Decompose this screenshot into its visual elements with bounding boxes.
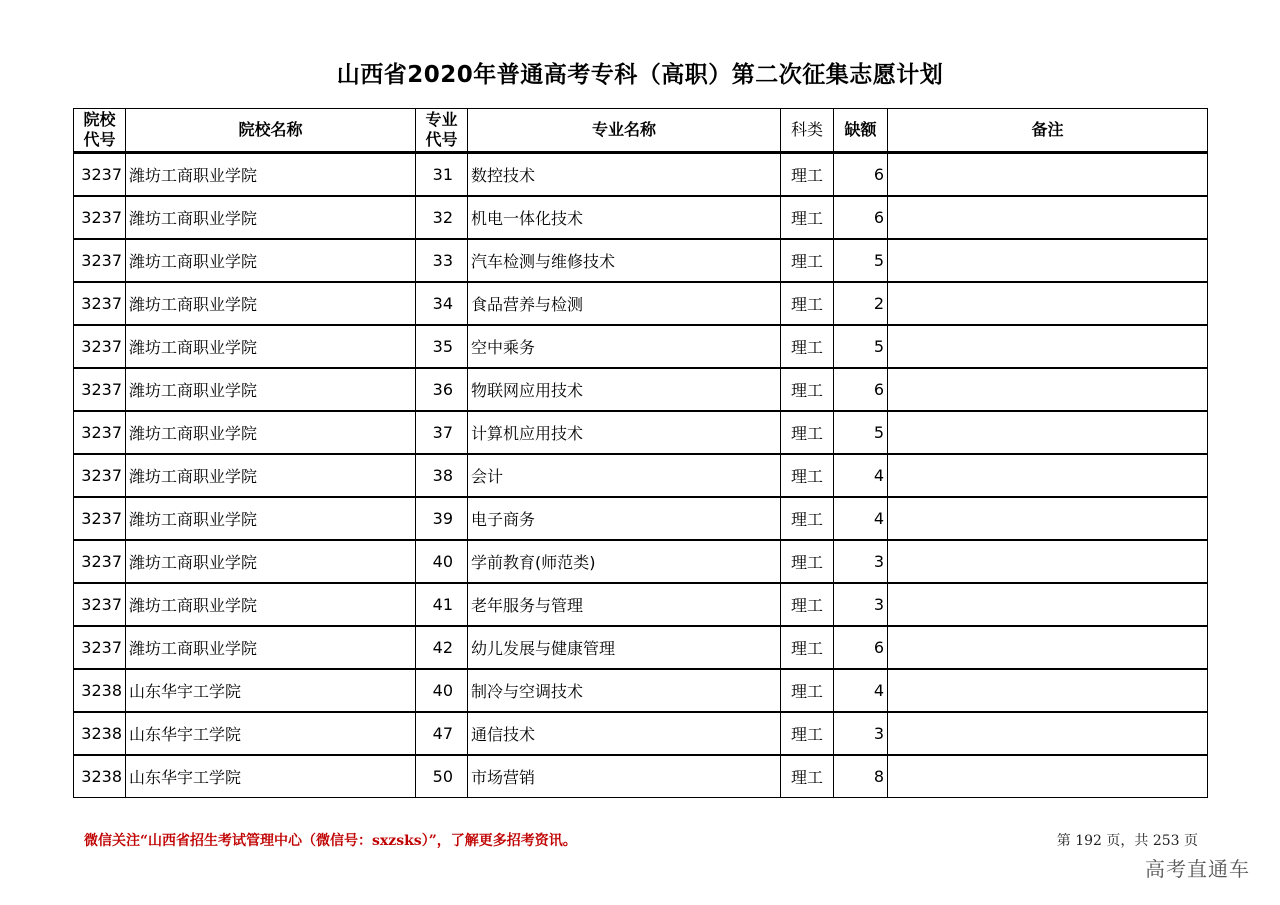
major-name-cell: 通信技术 [468,712,781,755]
school-code-cell: 3237 [74,411,126,454]
school-name-cell: 潍坊工商职业学院 [126,196,416,239]
major-name-cell: 老年服务与管理 [468,583,781,626]
major-name-cell: 幼儿发展与健康管理 [468,626,781,669]
school-code-cell: 3237 [74,497,126,540]
major-code-cell: 34 [416,282,468,325]
quota-cell: 8 [834,755,888,798]
major-code-cell: 41 [416,583,468,626]
table-row [74,626,1208,669]
category-cell: 理工 [781,196,834,239]
quota-cell: 6 [834,196,888,239]
remarks-cell [888,540,1208,583]
table-row [74,669,1208,712]
major-name-cell: 汽车检测与维修技术 [468,239,781,282]
remarks-cell [888,411,1208,454]
header-major-code: 专业代号 [416,109,468,153]
remarks-cell [888,282,1208,325]
table-row [74,583,1208,626]
major-code-cell: 40 [416,540,468,583]
category-cell: 理工 [781,755,834,798]
major-code-cell: 47 [416,712,468,755]
school-code-cell: 3238 [74,755,126,798]
category-cell: 理工 [781,239,834,282]
table-row [74,540,1208,583]
remarks-cell [888,583,1208,626]
remarks-cell [888,153,1208,197]
major-name-cell: 空中乘务 [468,325,781,368]
header-category: 科类 [781,109,834,153]
major-code-cell: 50 [416,755,468,798]
header-major-name: 专业名称 [468,109,781,153]
major-code-cell: 33 [416,239,468,282]
remarks-cell [888,626,1208,669]
remarks-cell [888,196,1208,239]
remarks-cell [888,669,1208,712]
table-row [74,411,1208,454]
header-school-name: 院校名称 [126,109,416,153]
school-name-cell: 潍坊工商职业学院 [126,282,416,325]
remarks-cell [888,325,1208,368]
table-row [74,239,1208,282]
major-name-cell: 计算机应用技术 [468,411,781,454]
category-cell: 理工 [781,153,834,197]
table-header-row [74,109,1208,153]
table-row [74,497,1208,540]
quota-cell: 6 [834,626,888,669]
category-cell: 理工 [781,583,834,626]
major-name-cell: 市场营销 [468,755,781,798]
table-row [74,755,1208,798]
school-code-cell: 3237 [74,368,126,411]
quota-cell: 4 [834,669,888,712]
category-cell: 理工 [781,282,834,325]
major-code-cell: 40 [416,669,468,712]
header-remarks: 备注 [888,109,1208,153]
school-code-cell: 3238 [74,712,126,755]
remarks-cell [888,712,1208,755]
school-name-cell: 潍坊工商职业学院 [126,368,416,411]
school-name-cell: 潍坊工商职业学院 [126,454,416,497]
table-body [74,153,1208,798]
category-cell: 理工 [781,454,834,497]
remarks-cell [888,755,1208,798]
quota-cell: 6 [834,153,888,197]
quota-cell: 3 [834,540,888,583]
major-name-cell: 制冷与空调技术 [468,669,781,712]
major-code-cell: 42 [416,626,468,669]
category-cell: 理工 [781,497,834,540]
category-cell: 理工 [781,626,834,669]
category-cell: 理工 [781,368,834,411]
category-cell: 理工 [781,411,834,454]
major-name-cell: 物联网应用技术 [468,368,781,411]
major-code-cell: 36 [416,368,468,411]
major-name-cell: 机电一体化技术 [468,196,781,239]
school-code-cell: 3237 [74,282,126,325]
major-code-cell: 39 [416,497,468,540]
school-code-cell: 3237 [74,239,126,282]
school-name-cell: 潍坊工商职业学院 [126,325,416,368]
remarks-cell [888,239,1208,282]
major-name-cell: 学前教育(师范类) [468,540,781,583]
school-code-cell: 3237 [74,196,126,239]
table-row [74,368,1208,411]
school-name-cell: 山东华宇工学院 [126,755,416,798]
school-name-cell: 潍坊工商职业学院 [126,583,416,626]
table-row [74,196,1208,239]
school-name-cell: 潍坊工商职业学院 [126,239,416,282]
major-name-cell: 会计 [468,454,781,497]
quota-cell: 3 [834,712,888,755]
quota-cell: 4 [834,497,888,540]
school-name-cell: 山东华宇工学院 [126,669,416,712]
category-cell: 理工 [781,712,834,755]
category-cell: 理工 [781,325,834,368]
major-name-cell: 食品营养与检测 [468,282,781,325]
remarks-cell [888,454,1208,497]
major-code-cell: 32 [416,196,468,239]
quota-cell: 6 [834,368,888,411]
quota-cell: 5 [834,239,888,282]
quota-cell: 4 [834,454,888,497]
school-code-cell: 3237 [74,153,126,197]
header-school-code: 院校代号 [74,109,126,153]
quota-cell: 5 [834,325,888,368]
table-row [74,325,1208,368]
major-code-cell: 35 [416,325,468,368]
school-name-cell: 潍坊工商职业学院 [126,540,416,583]
quota-cell: 3 [834,583,888,626]
table-row [74,153,1208,197]
major-name-cell: 数控技术 [468,153,781,197]
quota-cell: 2 [834,282,888,325]
major-name-cell: 电子商务 [468,497,781,540]
school-name-cell: 潍坊工商职业学院 [126,411,416,454]
major-code-cell: 31 [416,153,468,197]
school-code-cell: 3238 [74,669,126,712]
page-title: 山西省2020年普通高考专科（高职）第二次征集志愿计划 [336,62,944,88]
wechat-follow-note: 微信关注“山西省招生考试管理中心（微信号：sxzsks）”，了解更多招考资讯。 [84,833,577,849]
remarks-cell [888,497,1208,540]
remarks-cell [888,368,1208,411]
category-cell: 理工 [781,540,834,583]
major-code-cell: 37 [416,411,468,454]
major-code-cell: 38 [416,454,468,497]
school-name-cell: 潍坊工商职业学院 [126,626,416,669]
school-name-cell: 潍坊工商职业学院 [126,153,416,197]
category-cell: 理工 [781,669,834,712]
school-code-cell: 3237 [74,540,126,583]
table-row [74,454,1208,497]
header-quota: 缺额 [834,109,888,153]
school-name-cell: 潍坊工商职业学院 [126,497,416,540]
school-code-cell: 3237 [74,583,126,626]
quota-cell: 5 [834,411,888,454]
table-row [74,282,1208,325]
watermark-logo: 高考直通车 [1145,857,1250,881]
school-code-cell: 3237 [74,626,126,669]
school-name-cell: 山东华宇工学院 [126,712,416,755]
page-number: 第 192 页，共 253 页 [1056,833,1198,849]
table-row [74,712,1208,755]
school-code-cell: 3237 [74,325,126,368]
school-code-cell: 3237 [74,454,126,497]
enrollment-plan-table [73,108,1208,798]
